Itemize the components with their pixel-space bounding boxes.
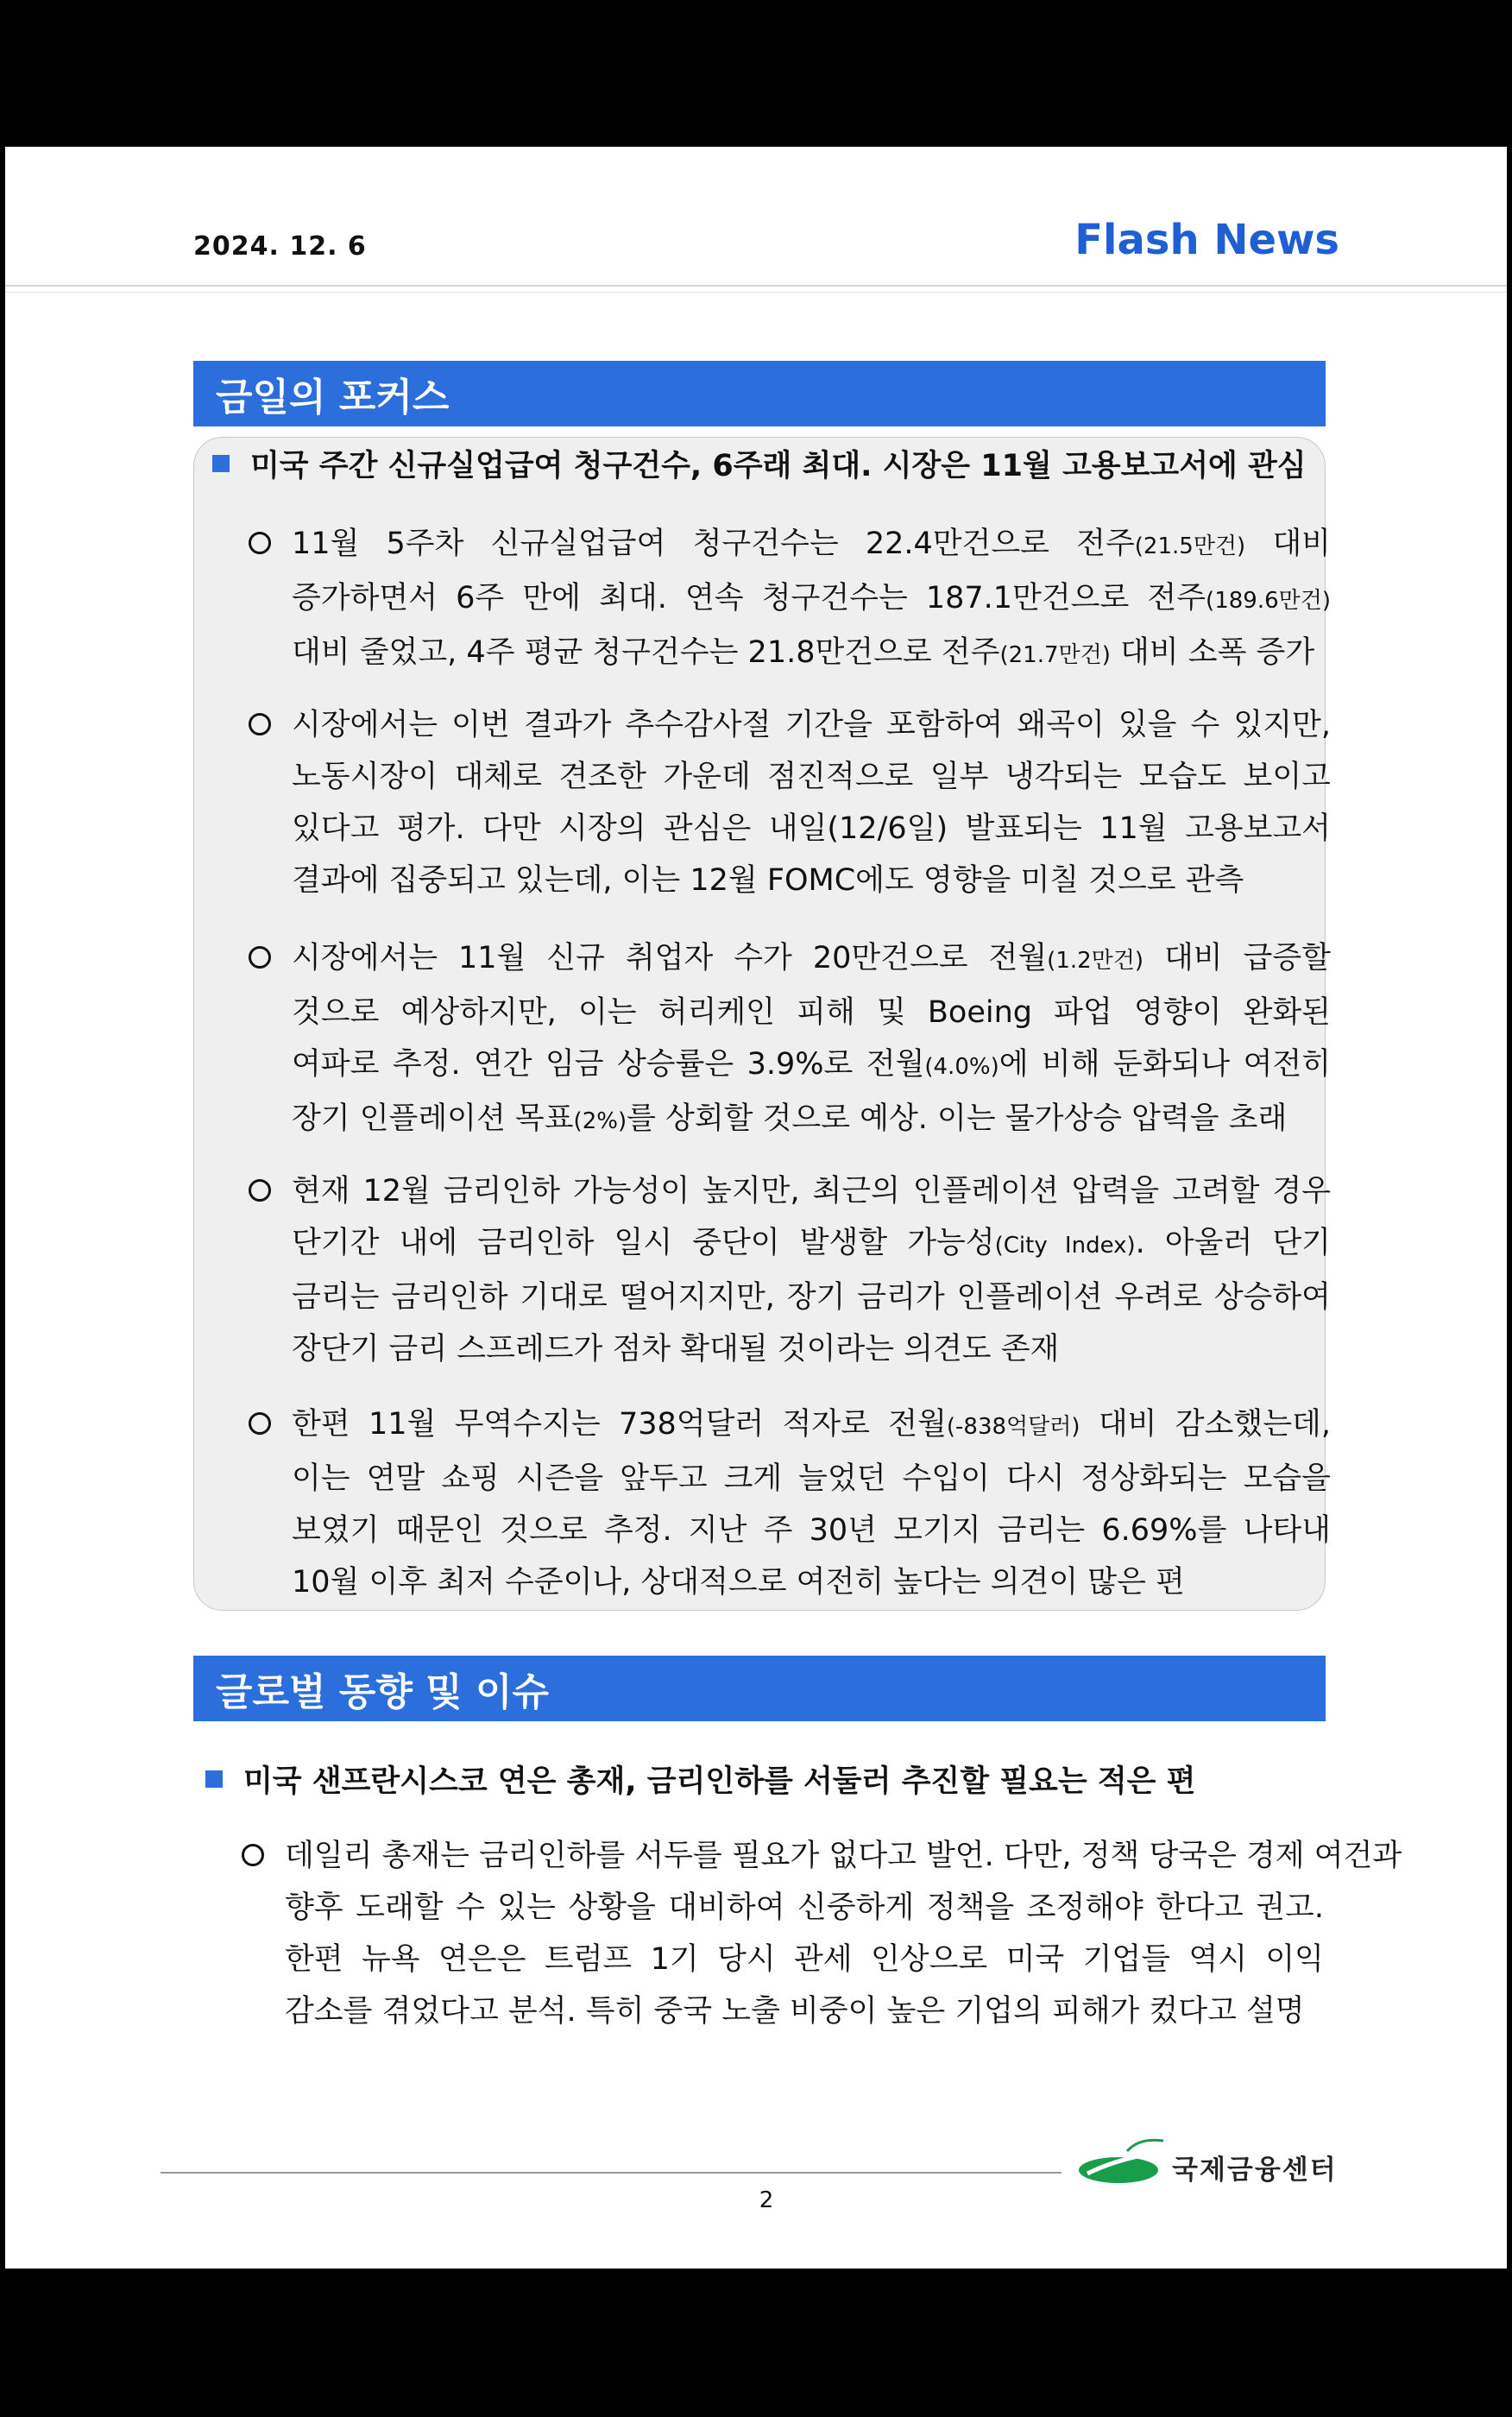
text-line: 금리는 금리인하 기대로 떨어지지만, 장기 금리가 인플레이션 우려로 상승하여 [292,1280,1331,1315]
focus-bullet-2 [292,699,1331,906]
circle-bullet-icon [249,946,271,969]
header-divider [5,285,1507,287]
text-line: 한편 11월 무역수지는 738억달러 적자로 전월(-838억달러) 대비 감소했는데, [292,1407,1331,1442]
text-line: 노동시장이 대체로 견조한 가운데 점진적으로 일부 냉각되는 모습도 보이고 [292,760,1331,794]
square-bullet-icon [212,455,230,472]
text-line: 한편 뉴욕 연은은 트럼프 1기 당시 관세 인상으로 미국 기업들 역시 이익 [285,1942,1324,1977]
text-line: 11월 5주차 신규실업급여 청구건수는 22.4만건으로 전주(21.5만건) 대비 [292,527,1331,561]
text-line: 단기간 내에 금리인하 일시 중단이 발생할 가능성(City Index). 아울러 단기 [292,1226,1331,1260]
circle-bullet-icon [249,532,271,554]
text-line: 증가하면서 6주 만에 최대. 연속 청구건수는 187.1만건으로 전주(189.6만건) [292,581,1331,615]
text-line: 결과에 집중되고 있는데, 이는 12월 FOMC에도 영향을 미칠 것으로 관측 [292,863,1244,898]
report-brand: Flash News [1074,216,1339,264]
text-line: 현재 12월 금리인하 가능성이 높지만, 최근의 인플레이션 압력을 고려할 경우 [292,1174,1331,1208]
global-headline [205,1758,1195,1801]
report-date: 2024. 12. 6 [193,231,367,262]
circle-bullet-icon [242,1844,264,1866]
focus-bullet-4 [292,1165,1331,1375]
text-line: 10월 이후 최저 수준이나, 상대적으로 여전히 높다는 의견이 많은 편 [292,1565,1185,1600]
text-line: 대비 줄었고, 4주 평균 청구건수는 21.8만건으로 전주(21.7만건) 대비 소폭 증가 [292,635,1315,670]
global-headline-text: 미국 샌프란시스코 연은 총재, 금리인하를 서둘러 추진할 필요는 적은 편 [243,1764,1196,1799]
text-line: 있다고 평가. 다만 시장의 관심은 내일(12/6일) 발표되는 11월 고용보고서 [292,811,1331,846]
circle-bullet-icon [249,1179,271,1202]
document-page [5,147,1507,2269]
text-line: 여파로 추정. 연간 임금 상승률은 3.9%로 전월(4.0%)에 비해 둔화되나 여전히 [292,1047,1331,1082]
footer-org-name: 국제금융센터 [1172,2155,1338,2186]
text-line: 이는 연말 쇼핑 시즌을 앞두고 크게 늘었던 수입이 다시 정상화되는 모습을 [292,1461,1331,1496]
text-line: 보였기 때문인 것으로 추정. 지난 주 30년 모기지 금리는 6.69%를 나타내 [292,1513,1331,1548]
circle-bullet-icon [249,1412,271,1435]
focus-headline [212,442,1307,485]
text-line: 장기 인플레이션 목표(2%)를 상회할 것으로 예상. 이는 물가상승 압력을 초래 [292,1101,1288,1136]
focus-bullet-1 [292,518,1331,681]
square-bullet-icon [205,1770,223,1788]
page-number: 2 [759,2187,774,2213]
header-divider-thin [5,292,1507,293]
section-title-focus: 금일의 포커스 [193,361,1326,426]
text-line: 데일리 총재는 금리인하를 서두를 필요가 없다고 발언. 다만, 정책 당국은 경제 여건과 [285,1839,1402,1873]
text-line: 것으로 예상하지만, 이는 허리케인 피해 및 Boeing 파업 영향이 완화된 [292,995,1331,1030]
circle-bullet-icon [249,713,271,735]
text-line: 감소를 겪었다고 분석. 특히 중국 노출 비중이 높은 기업의 피해가 컸다고 설명 [285,1994,1305,2029]
text-line: 향후 도래할 수 있는 상황을 대비하여 신중하게 정책을 조정해야 한다고 권고. [285,1890,1324,1925]
global-bullet-1 [285,1830,1402,2037]
text-line: 시장에서는 11월 신규 취업자 수가 20만건으로 전월(1.2만건) 대비 급증할 [292,941,1331,975]
footer-divider [161,2172,1062,2174]
text-line: 장단기 금리 스프레드가 점차 확대될 것이라는 의견도 존재 [292,1332,1060,1366]
focus-bullet-5 [292,1398,1331,1608]
text-line: 시장에서는 이번 결과가 추수감사절 기간을 포함하여 왜곡이 있을 수 있지만, [292,708,1331,742]
section-title-global: 글로벌 동향 및 이슈 [193,1656,1326,1721]
focus-headline-text: 미국 주간 신규실업급여 청구건수, 6주래 최대. 시장은 11월 고용보고서에 관심 [250,449,1307,483]
kcif-logo-icon [1075,2134,1175,2193]
focus-bullet-3 [292,932,1331,1147]
